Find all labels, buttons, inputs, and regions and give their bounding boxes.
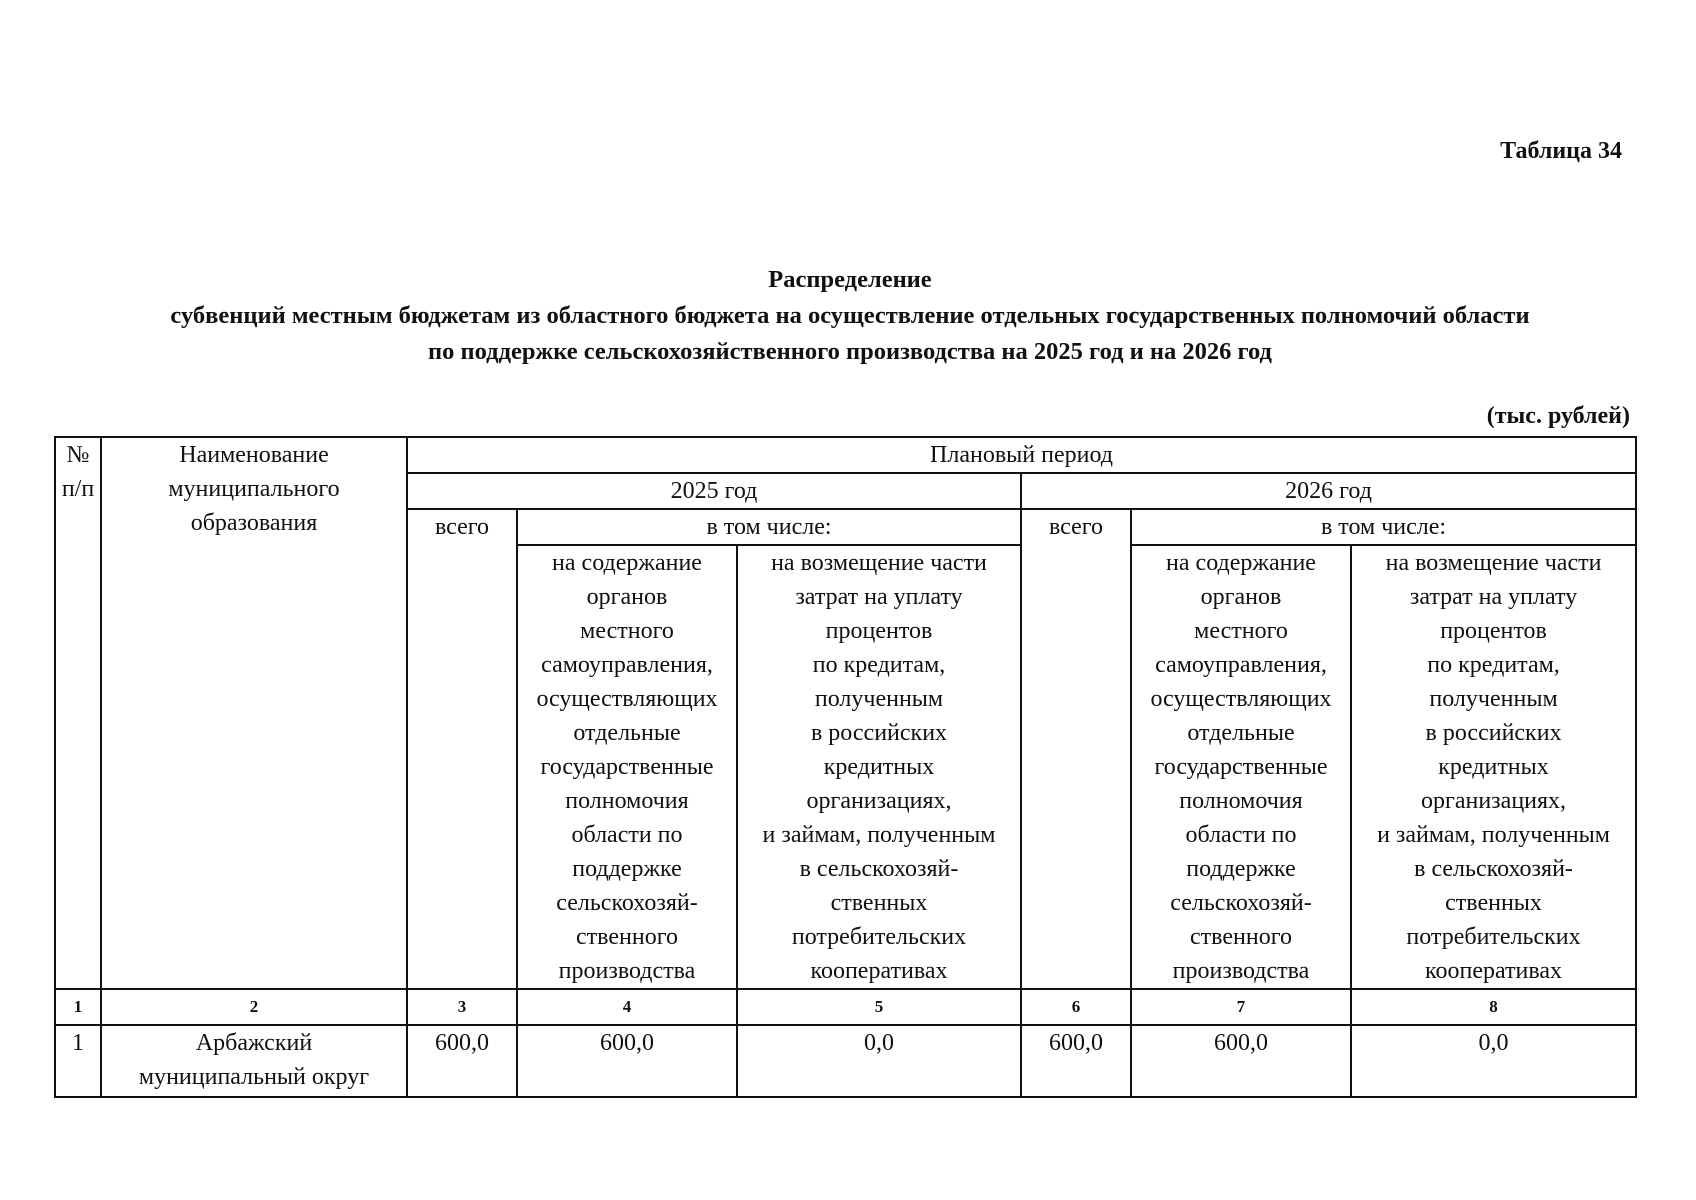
header-interest-line: процентов [1440,618,1547,644]
header-interest-line: потребительских [791,924,967,950]
header-interest-line: кредитных [1438,754,1549,780]
header-interest-line: затрат на уплату [795,584,963,610]
header-total-2025: всего [407,509,517,989]
header-maintenance-line: отдельные [1187,720,1295,746]
row-total-2026: 600,0 [1021,1025,1131,1097]
header-interest-line: в российских [810,720,948,746]
header-maintenance-line: органов [586,584,668,610]
header-num-line: № [66,442,90,468]
header-interest-line: полученным [1429,686,1558,712]
row-maintenance-2025: 600,0 [517,1025,737,1097]
header-num [55,437,101,989]
header-name-line: Наименование [179,442,329,468]
header-interest-2026 [1351,545,1636,989]
header-maintenance-line: полномочия [1179,788,1303,814]
column-number: 4 [517,989,737,1025]
table-number: Таблица 34 [1500,138,1622,164]
column-number-row [55,989,1636,1025]
header-including-2026: в том числе: [1131,509,1636,545]
title-line-2: субвенций местным бюджетам из областного бюджета на осуществление отдельных государственных полномочий области [170,302,1530,329]
header-maintenance-line: отдельные [573,720,681,746]
header-maintenance-line: самоуправления, [541,652,713,678]
header-name [101,437,407,989]
header-name-line: муниципального [168,476,340,502]
header-including-2025: в том числе: [517,509,1021,545]
row-name-line: Арбажский [195,1030,313,1056]
row-total-2025: 600,0 [407,1025,517,1097]
column-number: 2 [101,989,407,1025]
column-number: 1 [55,989,101,1025]
header-interest-line: потребительских [1406,924,1581,950]
header-maintenance-line: осуществляющих [1150,686,1332,712]
subventions-table [54,436,1637,1098]
column-number: 5 [737,989,1021,1025]
header-interest-line: по кредитам, [1427,652,1560,678]
header-interest-line: затрат на уплату [1409,584,1578,610]
header-interest-line: по кредитам, [812,652,946,678]
header-num-line: п/п [61,476,95,502]
header-interest-line: полученным [814,686,944,712]
header-interest-line: в российских [1425,720,1562,746]
units-label: (тыс. рублей) [1486,403,1630,429]
header-interest-line: ственных [830,890,928,916]
header-interest-line: кооперативах [810,958,948,984]
header-interest-line: на возмещение части [1385,550,1602,576]
header-row-1 [55,437,1636,473]
header-name-line: образования [190,510,318,536]
row-interest-2025: 0,0 [737,1025,1021,1097]
header-interest-line: и займам, полученным [1377,822,1610,848]
header-year-2026: 2026 год [1021,473,1636,509]
header-maintenance-line: государственные [1154,754,1328,780]
title-line-1: Распределение [768,266,932,293]
header-maintenance-line: поддержке [572,856,682,882]
header-interest-line: в сельскохозяй- [799,856,959,882]
row-maintenance-2026: 600,0 [1131,1025,1351,1097]
header-maintenance-line: производства [1172,958,1310,984]
header-maintenance-line: органов [1200,584,1282,610]
header-maintenance-line: государственные [540,754,714,780]
header-interest-line: ственных [1445,890,1542,916]
column-number: 3 [407,989,517,1025]
header-maintenance-line: производства [558,958,696,984]
header-maintenance-line: самоуправления, [1155,652,1327,678]
header-maintenance-line: на содержание [552,550,702,576]
header-maintenance-line: местного [580,618,674,644]
row-name-line: муниципальный округ [138,1064,370,1090]
header-maintenance-line: осуществляющих [536,686,718,712]
header-maintenance-2026 [1131,545,1351,989]
header-interest-line: в сельскохозяй- [1414,856,1573,882]
header-maintenance-line: местного [1194,618,1288,644]
title-line-3: по поддержке сельскохозяйственного производства на 2025 год и на 2026 год [428,338,1272,365]
column-number: 8 [1351,989,1636,1025]
header-interest-line: процентов [825,618,933,644]
row-name [101,1025,407,1097]
header-interest-line: и займам, полученным [762,822,996,848]
header-maintenance-line: на содержание [1166,550,1316,576]
header-interest-line: организациях, [806,788,952,814]
header-maintenance-line: области по [571,822,683,848]
header-planned-period: Плановый период [407,437,1636,473]
header-maintenance-line: поддержке [1186,856,1296,882]
header-interest-2025 [737,545,1021,989]
row-num: 1 [55,1025,101,1097]
header-year-2025: 2025 год [407,473,1021,509]
header-interest-line: кредитных [823,754,935,780]
header-maintenance-line: сельскохозяй- [1170,890,1312,916]
table-row [55,1025,1636,1097]
header-interest-line: кооперативах [1425,958,1563,984]
header-maintenance-line: сельскохозяй- [556,890,698,916]
column-number: 6 [1021,989,1131,1025]
header-interest-line: организациях, [1421,788,1567,814]
document-title [40,262,1660,370]
header-maintenance-line: полномочия [565,788,689,814]
header-total-2026: всего [1021,509,1131,989]
header-maintenance-line: ственного [1190,924,1292,950]
header-interest-line: на возмещение части [771,550,987,576]
header-maintenance-2025 [517,545,737,989]
header-maintenance-line: области по [1185,822,1297,848]
column-number: 7 [1131,989,1351,1025]
row-interest-2026: 0,0 [1351,1025,1636,1097]
header-maintenance-line: ственного [576,924,678,950]
